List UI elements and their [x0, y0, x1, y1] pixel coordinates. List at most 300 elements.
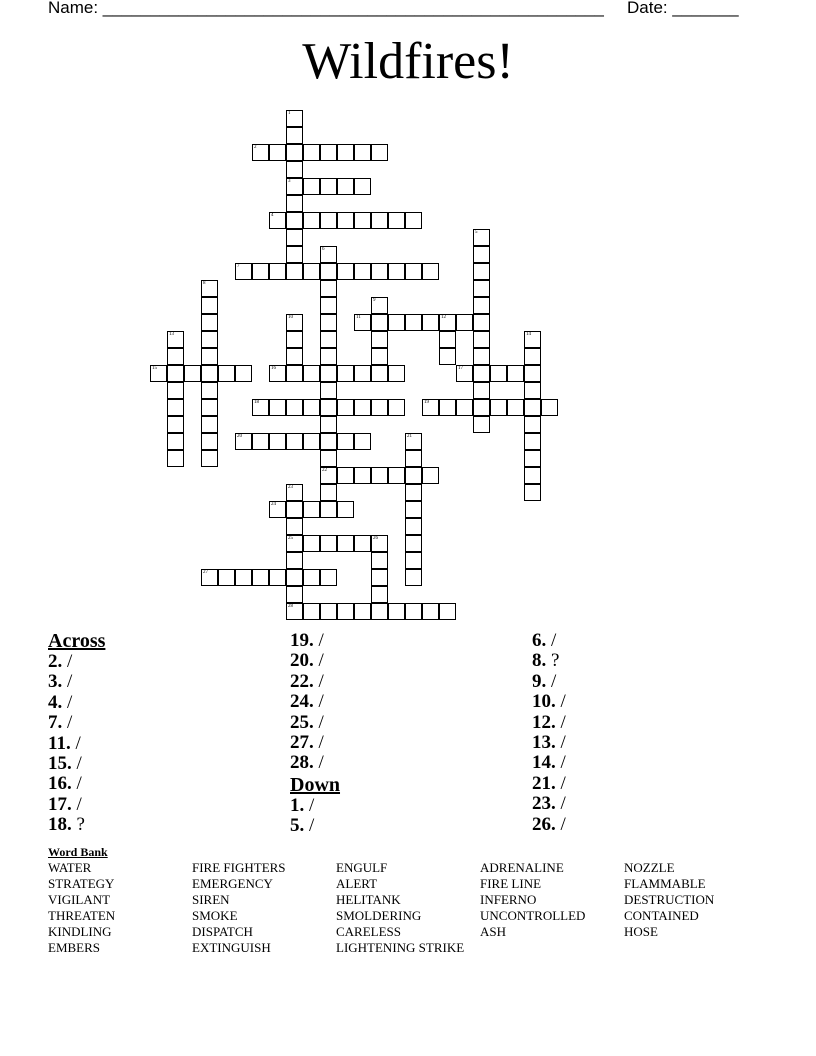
crossword-cell[interactable]: [473, 399, 490, 416]
clue-number: 5: [475, 230, 478, 235]
clue-number: 28: [288, 604, 293, 609]
clue-item: [532, 774, 566, 794]
clue-text: /: [313, 711, 324, 733]
crossword-cell[interactable]: [303, 603, 320, 620]
crossword-cell[interactable]: [269, 212, 286, 229]
crossword-cell[interactable]: [286, 314, 303, 331]
word-bank-word: SIREN: [192, 892, 230, 907]
clue-number: 15: [152, 366, 157, 371]
crossword-cell[interactable]: [524, 331, 541, 348]
crossword-cell[interactable]: [490, 365, 507, 382]
crossword-cell[interactable]: [405, 535, 422, 552]
clue-number: 2: [254, 145, 257, 150]
crossword-cell[interactable]: [405, 467, 422, 484]
crossword-cell[interactable]: [371, 467, 388, 484]
crossword-cell[interactable]: [473, 263, 490, 280]
crossword-cell[interactable]: [320, 212, 337, 229]
crossword-cell[interactable]: [473, 246, 490, 263]
clue-number-label: 20.: [290, 650, 314, 672]
crossword-cell[interactable]: [337, 433, 354, 450]
crossword-cell[interactable]: [218, 569, 235, 586]
down-heading: Down: [290, 773, 341, 796]
clue-item: [290, 631, 340, 651]
word-bank-word: ASH: [480, 924, 507, 939]
word-bank-column: [48, 860, 115, 956]
crossword-cell[interactable]: [201, 450, 218, 467]
crossword-cell[interactable]: [320, 416, 337, 433]
crossword-cell[interactable]: [405, 552, 422, 569]
crossword-cell[interactable]: [354, 263, 371, 280]
crossword-cell[interactable]: [439, 399, 456, 416]
crossword-cell[interactable]: [320, 433, 337, 450]
crossword-cell[interactable]: [167, 433, 184, 450]
clue-item: [290, 733, 340, 753]
clue-number-label: 15.: [48, 753, 72, 775]
clue-text: /: [555, 752, 566, 774]
crossword-cell[interactable]: [201, 314, 218, 331]
clue-number-label: 24.: [290, 691, 314, 713]
crossword-cell[interactable]: [201, 280, 218, 297]
crossword-cell[interactable]: [320, 467, 337, 484]
clue-number: 11: [356, 315, 361, 320]
clue-number-label: 12.: [532, 711, 556, 733]
crossword-cell[interactable]: [167, 399, 184, 416]
clue-number-label: 14.: [532, 752, 556, 774]
crossword-cell[interactable]: [354, 144, 371, 161]
crossword-cell[interactable]: [507, 399, 524, 416]
crossword-cell[interactable]: [286, 127, 303, 144]
crossword-cell[interactable]: [201, 433, 218, 450]
crossword-cell[interactable]: [405, 484, 422, 501]
crossword-cell[interactable]: [354, 399, 371, 416]
crossword-cell[interactable]: [269, 399, 286, 416]
crossword-cell[interactable]: [405, 569, 422, 586]
crossword-cell[interactable]: [235, 263, 252, 280]
crossword-cell[interactable]: [473, 365, 490, 382]
crossword-cell[interactable]: [439, 348, 456, 365]
crossword-cell[interactable]: [303, 263, 320, 280]
crossword-cell[interactable]: [201, 331, 218, 348]
word-bank-word: UNCONTROLLED: [480, 908, 586, 923]
clue-number-label: 2.: [48, 651, 63, 672]
word-bank-column: [336, 860, 464, 956]
clue-number: 22: [322, 468, 327, 473]
crossword-cell[interactable]: [167, 416, 184, 433]
crossword-cell[interactable]: [286, 552, 303, 569]
clue-text: /: [71, 773, 82, 795]
clue-text: /: [555, 793, 566, 815]
crossword-cell[interactable]: [218, 365, 235, 382]
clue-number: 14: [526, 332, 531, 337]
clue-item: [48, 774, 105, 794]
crossword-cell[interactable]: [473, 416, 490, 433]
crossword-cell[interactable]: [405, 450, 422, 467]
crossword-cell[interactable]: [473, 382, 490, 399]
word-bank-word: ENGULF: [336, 860, 388, 875]
crossword-cell[interactable]: [286, 229, 303, 246]
clue-number-label: 9.: [532, 670, 547, 692]
word-bank-word: SMOLDERING: [336, 908, 422, 923]
crossword-cell[interactable]: [201, 382, 218, 399]
word-bank-word: THREATEN: [48, 908, 116, 923]
clue-number: 24: [271, 502, 276, 507]
crossword-cell[interactable]: [320, 484, 337, 501]
word-bank-word: INFERNO: [480, 892, 537, 907]
clue-text: /: [313, 691, 324, 713]
clue-number: 27: [203, 570, 208, 575]
crossword-cell[interactable]: [371, 552, 388, 569]
clue-number-label: 11.: [48, 732, 71, 754]
crossword-cell[interactable]: [371, 569, 388, 586]
crossword-cell[interactable]: [320, 178, 337, 195]
crossword-cell[interactable]: [286, 518, 303, 535]
crossword-cell[interactable]: [337, 212, 354, 229]
crossword-cell[interactable]: [303, 178, 320, 195]
crossword-cell[interactable]: [269, 263, 286, 280]
crossword-cell[interactable]: [354, 535, 371, 552]
crossword-cell[interactable]: [422, 399, 439, 416]
clue-text: ?: [546, 650, 560, 672]
crossword-cell[interactable]: [320, 501, 337, 518]
crossword-cell[interactable]: [473, 297, 490, 314]
crossword-cell[interactable]: [456, 314, 473, 331]
crossword-cell[interactable]: [473, 331, 490, 348]
crossword-cell[interactable]: [286, 365, 303, 382]
crossword-cell[interactable]: [371, 331, 388, 348]
crossword-cell[interactable]: [354, 365, 371, 382]
crossword-cell[interactable]: [184, 365, 201, 382]
crossword-cell[interactable]: [303, 399, 320, 416]
crossword-cell[interactable]: [286, 212, 303, 229]
crossword-cell[interactable]: [422, 314, 439, 331]
clue-number-label: 28.: [290, 752, 314, 774]
crossword-cell[interactable]: [303, 144, 320, 161]
clue-number: 9: [373, 298, 376, 303]
clue-number: 26: [373, 536, 378, 541]
crossword-cell[interactable]: [286, 484, 303, 501]
crossword-cell[interactable]: [354, 314, 371, 331]
word-bank-word: ALERT: [336, 876, 378, 891]
crossword-cell[interactable]: [286, 501, 303, 518]
across-heading: Across: [48, 630, 106, 652]
crossword-cell[interactable]: [167, 331, 184, 348]
crossword-cell[interactable]: [286, 110, 303, 127]
crossword-cell[interactable]: [371, 212, 388, 229]
word-bank-word: STRATEGY: [48, 876, 115, 891]
crossword-cell[interactable]: [439, 331, 456, 348]
crossword-cell[interactable]: [371, 144, 388, 161]
clue-item: [48, 713, 105, 733]
crossword-cell[interactable]: [167, 382, 184, 399]
crossword-cell[interactable]: [320, 263, 337, 280]
crossword-cell[interactable]: [371, 263, 388, 280]
crossword-cell[interactable]: [303, 535, 320, 552]
clue-text: /: [62, 691, 73, 713]
word-bank-word: SMOKE: [192, 908, 238, 923]
crossword-cell[interactable]: [524, 484, 541, 501]
word-bank-word: NOZZLE: [624, 860, 675, 875]
crossword-cell[interactable]: [337, 365, 354, 382]
crossword-cell[interactable]: [320, 348, 337, 365]
crossword-cell[interactable]: [303, 365, 320, 382]
crossword-cell[interactable]: [235, 433, 252, 450]
crossword-cell[interactable]: [286, 246, 303, 263]
crossword-cell[interactable]: [337, 399, 354, 416]
crossword-cell[interactable]: [337, 144, 354, 161]
clue-item: [532, 753, 566, 773]
name-field-label: Name: _____________________________________________________: [48, 0, 604, 17]
crossword-cell[interactable]: [320, 603, 337, 620]
clue-item: [290, 713, 340, 733]
crossword-cell[interactable]: [422, 603, 439, 620]
crossword-cell[interactable]: [303, 501, 320, 518]
crossword-cell[interactable]: [320, 144, 337, 161]
crossword-cell[interactable]: [269, 144, 286, 161]
crossword-cell[interactable]: [524, 416, 541, 433]
crossword-cell[interactable]: [405, 518, 422, 535]
crossword-cell[interactable]: [337, 178, 354, 195]
crossword-cell[interactable]: [524, 382, 541, 399]
crossword-cell[interactable]: [286, 399, 303, 416]
clue-number: 21: [407, 434, 412, 439]
crossword-cell[interactable]: [507, 365, 524, 382]
crossword-cell[interactable]: [354, 603, 371, 620]
crossword-cell[interactable]: [405, 212, 422, 229]
crossword-cell[interactable]: [201, 297, 218, 314]
clue-number: 1: [288, 111, 291, 116]
crossword-cell[interactable]: [354, 433, 371, 450]
crossword-cell[interactable]: [388, 263, 405, 280]
crossword-cell[interactable]: [337, 263, 354, 280]
clue-number-label: 17.: [48, 793, 72, 815]
crossword-cell[interactable]: [337, 501, 354, 518]
crossword-cell[interactable]: [320, 280, 337, 297]
clue-item: [290, 796, 340, 816]
crossword-cell[interactable]: [371, 535, 388, 552]
crossword-cell[interactable]: [490, 399, 507, 416]
clue-number-label: 25.: [290, 711, 314, 733]
word-bank-column: [624, 860, 714, 940]
crossword-cell[interactable]: [167, 348, 184, 365]
page-title: Wildfires!: [302, 33, 514, 90]
word-bank-word: CONTAINED: [624, 908, 699, 923]
clue-number-label: 18.: [48, 814, 72, 836]
crossword-cell[interactable]: [320, 535, 337, 552]
crossword-cell[interactable]: [269, 365, 286, 382]
crossword-cell[interactable]: [337, 467, 354, 484]
crossword-cell[interactable]: [473, 280, 490, 297]
crossword-cell[interactable]: [252, 433, 269, 450]
crossword-cell[interactable]: [320, 246, 337, 263]
crossword-cell[interactable]: [524, 433, 541, 450]
clue-number: 17: [458, 366, 463, 371]
clue-text: /: [555, 732, 566, 754]
crossword-cell[interactable]: [269, 569, 286, 586]
clue-number-label: 19.: [290, 630, 314, 651]
clue-item: [290, 651, 340, 671]
clue-text: /: [313, 630, 324, 651]
crossword-cell[interactable]: [371, 586, 388, 603]
crossword-cell[interactable]: [286, 348, 303, 365]
clue-text: /: [555, 772, 566, 794]
word-bank-word: HOSE: [624, 924, 658, 939]
word-bank-word: VIGILANT: [48, 892, 111, 907]
crossword-cell[interactable]: [320, 297, 337, 314]
crossword-cell[interactable]: [286, 569, 303, 586]
crossword-cell[interactable]: [405, 314, 422, 331]
crossword-cell[interactable]: [524, 365, 541, 382]
crossword-cell[interactable]: [371, 603, 388, 620]
crossword-cell[interactable]: [371, 365, 388, 382]
crossword-cell[interactable]: [252, 569, 269, 586]
clue-number-label: 3.: [48, 671, 63, 693]
crossword-cell[interactable]: [252, 399, 269, 416]
crossword-cell[interactable]: [286, 603, 303, 620]
crossword-cell[interactable]: [456, 365, 473, 382]
crossword-cell[interactable]: [388, 365, 405, 382]
clue-text: /: [304, 794, 315, 816]
clue-text: /: [62, 671, 73, 693]
crossword-cell[interactable]: [405, 433, 422, 450]
crossword-cell[interactable]: [286, 195, 303, 212]
crossword-cell[interactable]: [201, 348, 218, 365]
crossword-cell[interactable]: [405, 603, 422, 620]
clue-item: [48, 672, 105, 692]
clue-number: 6: [322, 247, 325, 252]
crossword-cell[interactable]: [388, 399, 405, 416]
crossword-cell[interactable]: [354, 212, 371, 229]
crossword-cell[interactable]: [473, 314, 490, 331]
clue-number-label: 4.: [48, 691, 63, 713]
clue-text: /: [313, 732, 324, 754]
crossword-cell[interactable]: [422, 467, 439, 484]
clue-number-label: 5.: [290, 815, 305, 837]
crossword-cell[interactable]: [320, 314, 337, 331]
word-bank-word: DESTRUCTION: [624, 892, 715, 907]
clue-text: /: [313, 670, 324, 692]
crossword-cell[interactable]: [320, 382, 337, 399]
clue-item: [290, 672, 340, 692]
crossword-cell[interactable]: [524, 399, 541, 416]
clue-number: 10: [288, 315, 293, 320]
crossword-cell[interactable]: [269, 501, 286, 518]
crossword-cell[interactable]: [371, 297, 388, 314]
crossword-cell[interactable]: [354, 178, 371, 195]
crossword-cell[interactable]: [286, 263, 303, 280]
clue-item: [532, 631, 566, 651]
crossword-cell[interactable]: [320, 450, 337, 467]
crossword-cell[interactable]: [235, 365, 252, 382]
crossword-cell[interactable]: [303, 433, 320, 450]
crossword-cell[interactable]: [286, 433, 303, 450]
crossword-cell[interactable]: [286, 331, 303, 348]
crossword-cell[interactable]: [303, 569, 320, 586]
word-bank-word: EXTINGUISH: [192, 940, 271, 955]
crossword-cell[interactable]: [388, 603, 405, 620]
clue-number-label: 22.: [290, 670, 314, 692]
crossword-cell[interactable]: [337, 603, 354, 620]
crossword-cell[interactable]: [150, 365, 167, 382]
crossword-cell[interactable]: [201, 365, 218, 382]
crossword-cell[interactable]: [473, 229, 490, 246]
crossword-cell[interactable]: [354, 467, 371, 484]
crossword-cell[interactable]: [456, 399, 473, 416]
clue-number-label: 21.: [532, 772, 556, 794]
clue-text: /: [555, 711, 566, 733]
clue-number-label: 16.: [48, 773, 72, 795]
clues-column-3: [532, 631, 566, 835]
crossword-cell[interactable]: [252, 144, 269, 161]
crossword-cell[interactable]: [320, 569, 337, 586]
crossword-cell[interactable]: [201, 399, 218, 416]
crossword-cell[interactable]: [541, 399, 558, 416]
crossword-cell[interactable]: [303, 212, 320, 229]
clue-number-label: 8.: [532, 650, 547, 672]
clue-number-label: 10.: [532, 691, 556, 713]
crossword-cell[interactable]: [524, 450, 541, 467]
crossword-cell[interactable]: [167, 365, 184, 382]
crossword-cell[interactable]: [201, 569, 218, 586]
crossword-cell[interactable]: [371, 314, 388, 331]
word-bank-word: FIRE LINE: [480, 876, 542, 891]
crossword-cell[interactable]: [252, 263, 269, 280]
crossword-cell[interactable]: [286, 586, 303, 603]
clue-number: 19: [424, 400, 429, 405]
crossword-cell[interactable]: [388, 212, 405, 229]
crossword-cell[interactable]: [235, 569, 252, 586]
clue-item: [532, 692, 566, 712]
crossword-cell[interactable]: [201, 416, 218, 433]
crossword-cell[interactable]: [371, 399, 388, 416]
crossword-cell[interactable]: [405, 263, 422, 280]
clue-number: 3: [288, 179, 291, 184]
crossword-cell[interactable]: [388, 314, 405, 331]
clue-item: [48, 815, 105, 835]
word-bank-word: LIGHTENING STRIKE: [336, 940, 465, 955]
crossword-cell[interactable]: [439, 314, 456, 331]
crossword-cell[interactable]: [320, 331, 337, 348]
crossword-cell[interactable]: [320, 365, 337, 382]
crossword-cell[interactable]: [337, 535, 354, 552]
crossword-cell[interactable]: [286, 535, 303, 552]
clue-text: /: [546, 630, 557, 651]
crossword-cell[interactable]: [286, 161, 303, 178]
crossword-cell[interactable]: [473, 348, 490, 365]
word-bank-title: Word Bank: [48, 845, 108, 859]
crossword-cell[interactable]: [286, 144, 303, 161]
clues-column-1: [48, 630, 105, 836]
crossword-cell[interactable]: [405, 501, 422, 518]
crossword-cell[interactable]: [524, 467, 541, 484]
crossword-cell[interactable]: [167, 450, 184, 467]
crossword-cell[interactable]: [320, 399, 337, 416]
clue-text: /: [555, 691, 566, 713]
clue-text: /: [62, 651, 73, 672]
crossword-cell[interactable]: [269, 433, 286, 450]
clue-text: /: [304, 815, 315, 837]
word-bank-word: DISPATCH: [192, 924, 253, 939]
word-bank-word: WATER: [48, 860, 92, 875]
clue-item: [532, 733, 566, 753]
crossword-cell[interactable]: [286, 178, 303, 195]
crossword-cell[interactable]: [439, 603, 456, 620]
crossword-cell[interactable]: [371, 348, 388, 365]
crossword-cell[interactable]: [422, 263, 439, 280]
crossword-cell[interactable]: [388, 467, 405, 484]
clue-item: [532, 794, 566, 814]
crossword-cell[interactable]: [524, 348, 541, 365]
clue-item: [48, 652, 105, 672]
